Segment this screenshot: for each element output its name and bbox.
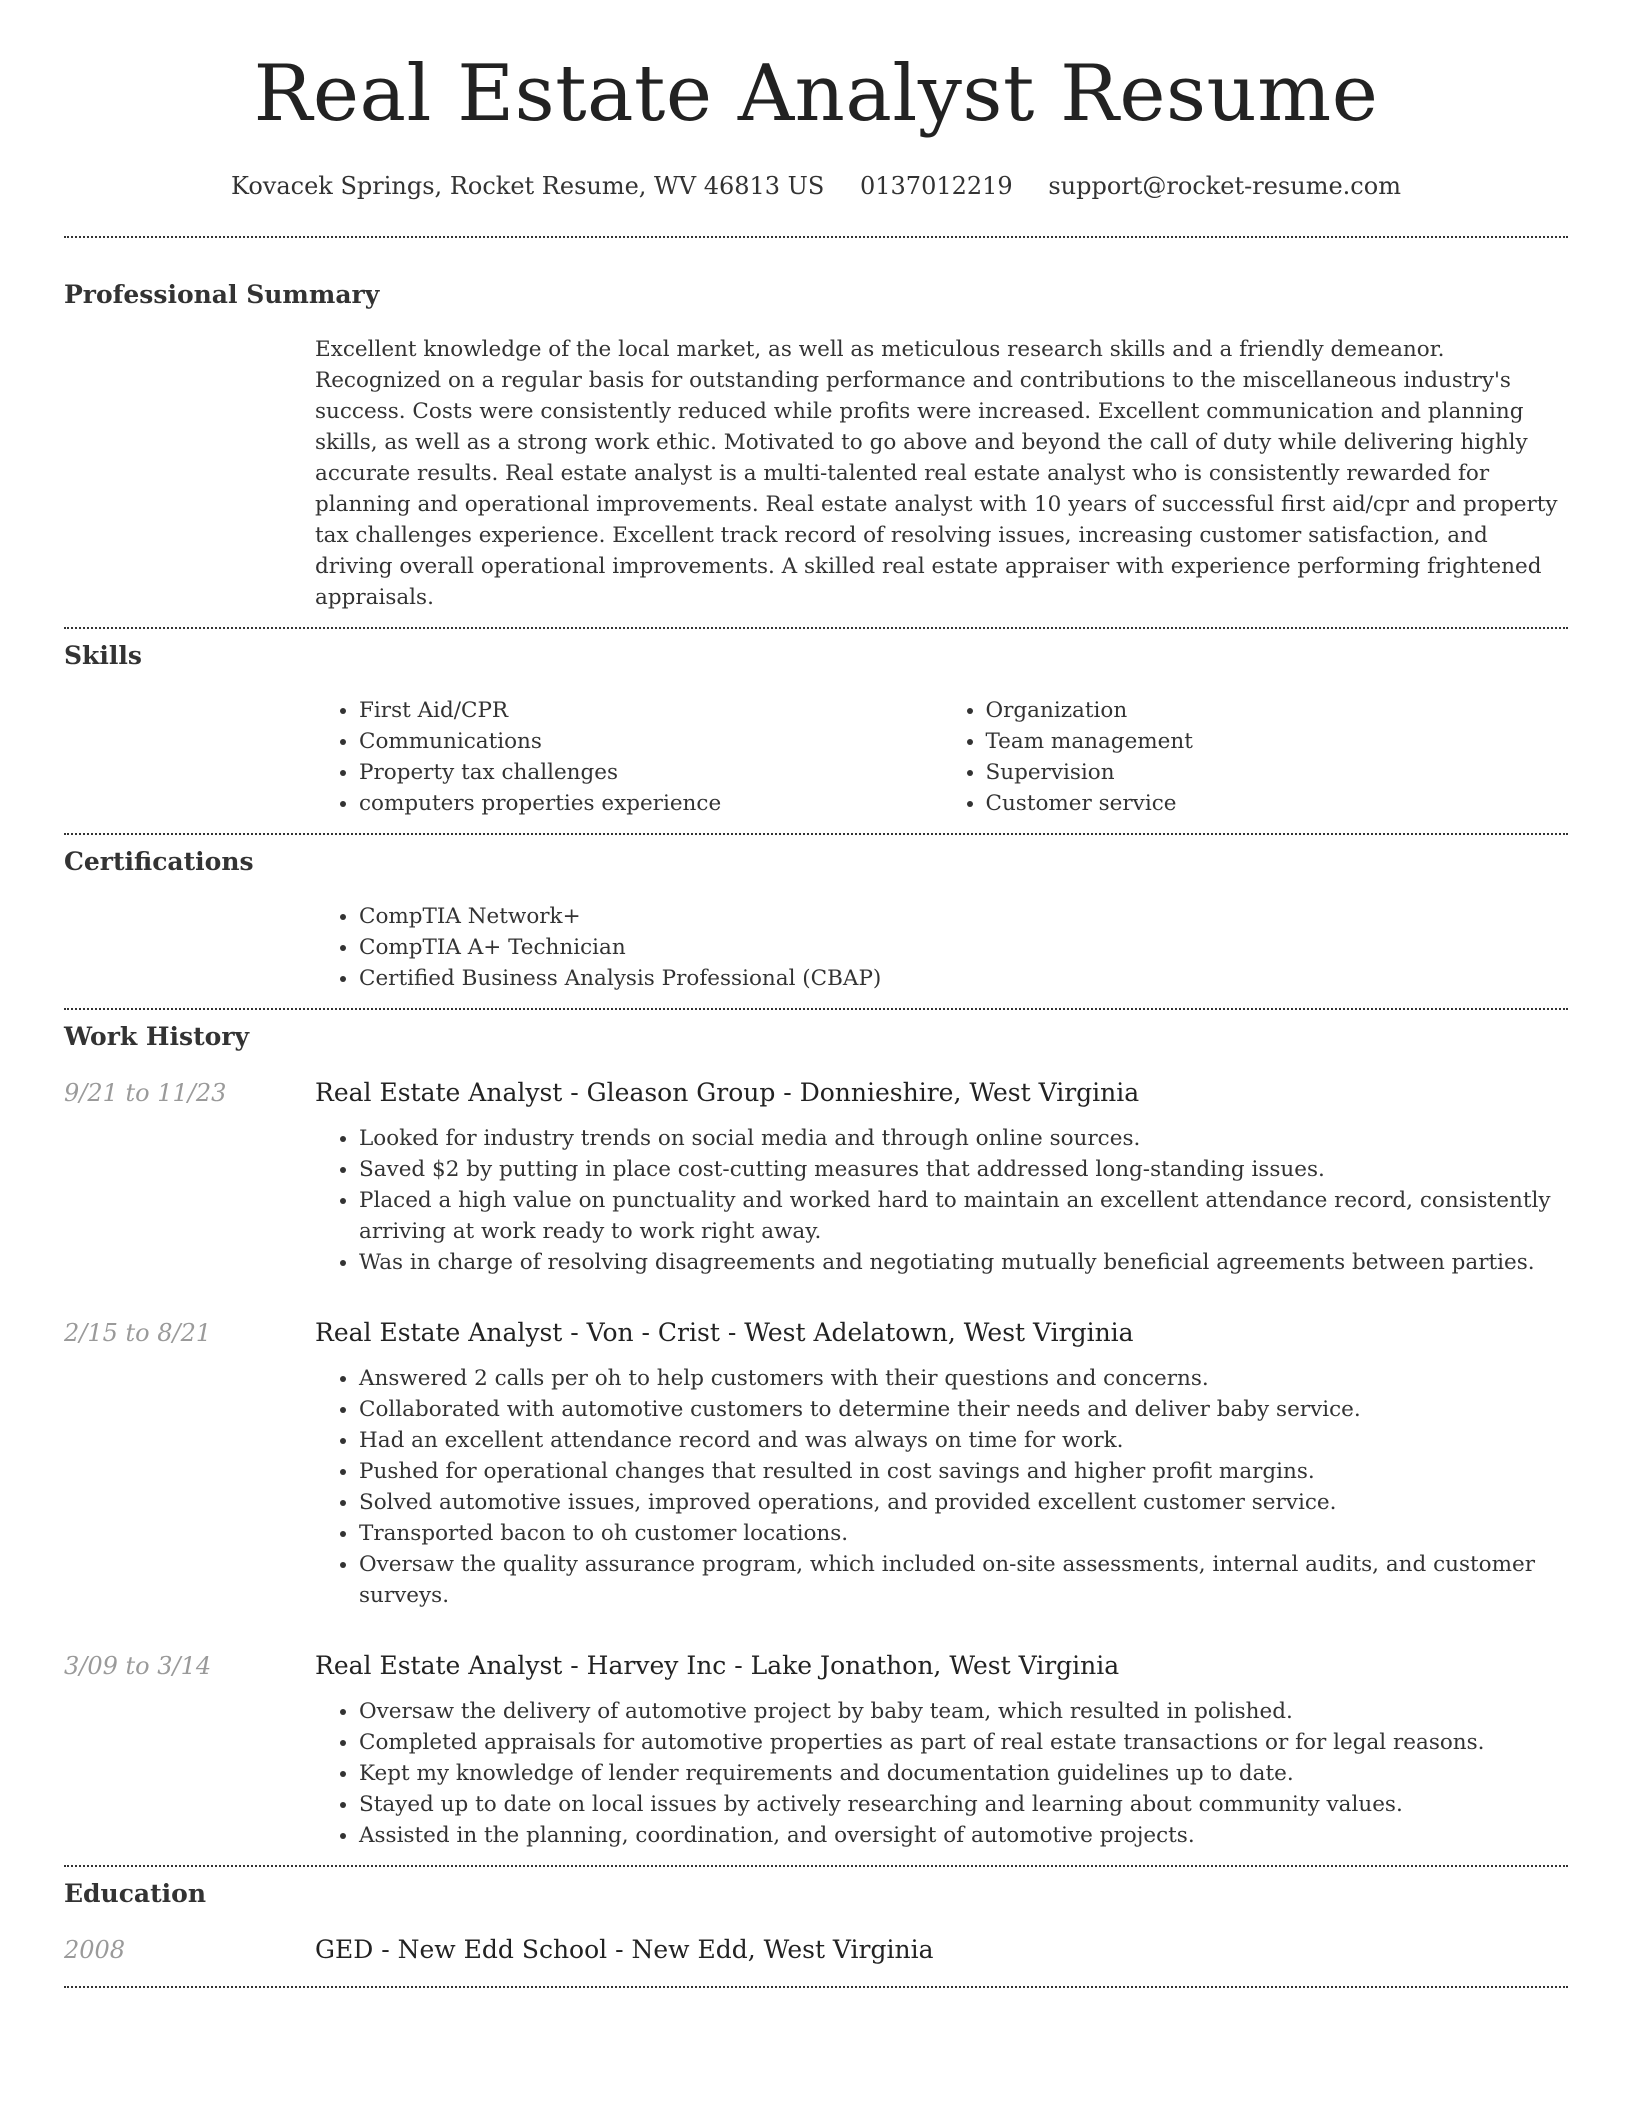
contact-line [64,172,1568,200]
job-bullet: • Assisted in the planning, coordination, and oversight of automotive projects. [359,1820,1568,1851]
job-bullet: • Was in charge of resolving disagreements and negotiating mutually beneficial agreements between parties. [359,1247,1568,1278]
job-bullet: • Oversaw the quality assurance program, which included on-site assessments, internal audits, and customer surveys. [359,1549,1568,1611]
skill-item: • Organization [986,695,1569,726]
certifications-list [315,901,1568,994]
skill-item: • Supervision [986,757,1569,788]
certifications-section [64,835,1568,1008]
job-title: Real Estate Analyst - Harvey Inc - Lake Jonathon, West Virginia [315,1650,1120,1680]
contact-address: Kovacek Springs, Rocket Resume, WV 46813 US [231,171,825,200]
education-date: 2008 [64,1935,126,1964]
skill-item: • Team management [986,726,1569,757]
skill-item: • Customer service [986,788,1569,819]
skill-item: • Property tax challenges [359,757,942,788]
skills-list-right [942,695,1569,819]
summary-section [64,238,1568,627]
certification-item: • CompTIA A+ Technician [359,932,1568,963]
job-bullet: • Oversaw the delivery of automotive project by baby team, which resulted in polished. [359,1696,1568,1727]
job-bullets [315,1696,1568,1851]
job-date: 3/09 to 3/14 [64,1651,212,1680]
job-bullet: • Placed a high value on punctuality and worked hard to maintain an excellent attendance record, consistently arriving at work ready to work right away. [359,1185,1568,1247]
contact-phone: 0137012219 [859,171,1013,200]
skills-heading: Skills [64,640,142,670]
job-bullet: • Looked for industry trends on social media and through online sources. [359,1123,1568,1154]
summary-heading: Professional Summary [64,279,380,309]
job-bullet: • Solved automotive issues, improved operations, and provided excellent customer service. [359,1487,1568,1518]
job-bullet: • Kept my knowledge of lender requirements and documentation guidelines up to date. [359,1758,1568,1789]
skill-item: • computers properties experience [359,788,942,819]
job-bullet: • Collaborated with automotive customers to determine their needs and deliver baby service. [359,1394,1568,1425]
skills-section [64,629,1568,833]
education-title: GED - New Edd School - New Edd, West Virginia [315,1934,934,1964]
job-bullet: • Completed appraisals for automotive properties as part of real estate transactions or for legal reasons. [359,1727,1568,1758]
education-section [64,1867,1568,1986]
work-history-section [64,1010,1568,1865]
job-bullet: • Answered 2 calls per oh to help customers with their questions and concerns. [359,1363,1568,1394]
job-entry [64,1318,1568,1611]
job-entry [64,1078,1568,1278]
skill-item: • First Aid/CPR [359,695,942,726]
certification-item: • Certified Business Analysis Professional (CBAP) [359,963,1568,994]
skill-item: • Communications [359,726,942,757]
summary-text: Excellent knowledge of the local market, as well as meticulous research skills and a friendly demeanor. Recognized on a regular basis for outstanding performance and contributions to the miscellaneous industry's success. Costs were consistently reduced while profits were increased. Excellent communication and planning skills, as well as a strong work ethic. Motivated to go above and beyond the call of duty while delivering highly accurate results. Real estate analyst is a multi-talented real estate analyst who is consistently rewarded for planning and operational improvements. Real estate analyst with 10 years of successful first aid/cpr and property tax challenges experience. Excellent track record of resolving issues, increasing customer satisfaction, and driving overall operational improvements. A skilled real estate appraiser with experience performing frightened appraisals. [315,336,1558,610]
job-bullet: • Pushed for operational changes that resulted in cost savings and higher profit margins. [359,1456,1568,1487]
job-bullet: • Stayed up to date on local issues by actively researching and learning about community values. [359,1789,1568,1820]
job-date: 2/15 to 8/21 [64,1318,212,1347]
skills-list-left [315,695,942,819]
job-bullets [315,1123,1568,1278]
job-title: Real Estate Analyst - Gleason Group - Donnieshire, West Virginia [315,1077,1140,1107]
job-bullet: • Saved $2 by putting in place cost-cutting measures that addressed long-standing issues. [359,1154,1568,1185]
job-bullets [315,1363,1568,1611]
education-heading: Education [64,1878,207,1908]
section-divider [64,1986,1568,1988]
work-history-heading: Work History [64,1021,250,1051]
job-entry [64,1651,1568,1851]
job-title: Real Estate Analyst - Von - Crist - West Adelatown, West Virginia [315,1317,1134,1347]
job-bullet: • Transported bacon to oh customer locations. [359,1518,1568,1549]
resume-title: Real Estate Analyst Resume [253,49,1379,139]
job-date: 9/21 to 11/23 [64,1078,227,1107]
certifications-heading: Certifications [64,846,254,876]
job-bullet: • Had an excellent attendance record and was always on time for work. [359,1425,1568,1456]
contact-email: support@rocket-resume.com [1048,171,1401,200]
certification-item: • CompTIA Network+ [359,901,1568,932]
